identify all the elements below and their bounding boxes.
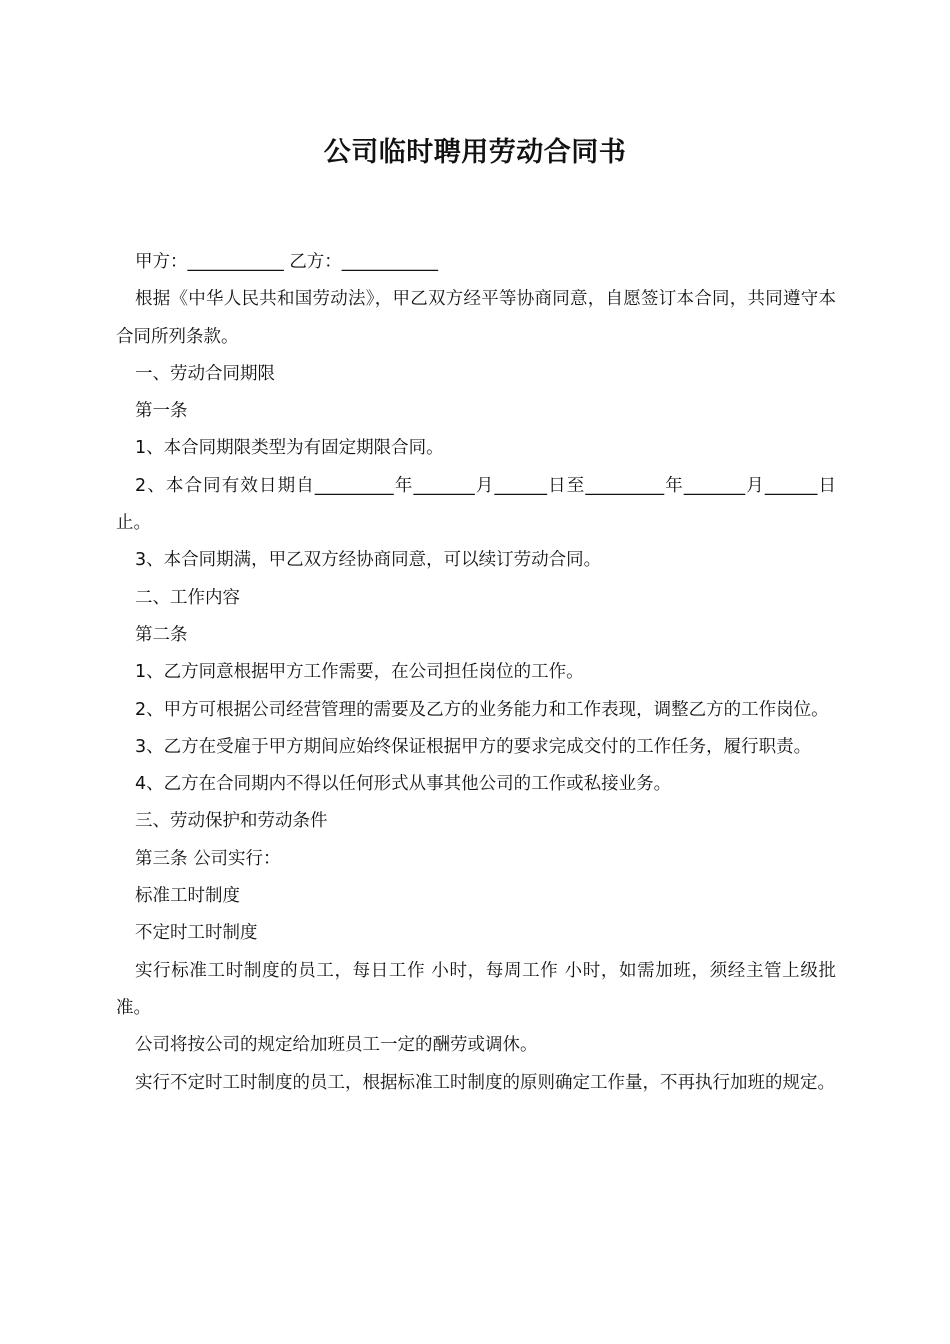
flexible-hours-option: 不定时工时制度 — [135, 923, 258, 944]
article-3-heading: 第三条 公司实行： — [135, 848, 281, 869]
article-2-clause-1: 1、乙方同意根据甲方工作需要，在公司担任岗位的工作。 — [135, 662, 584, 683]
article-2-heading: 第二条 — [135, 624, 188, 645]
document-body — [116, 244, 836, 1102]
document-title: 公司临时聘用劳动合同书 — [323, 137, 627, 168]
overtime-paragraph: 公司将按公司的规定给加班员工一定的酬劳或调休。 — [135, 1035, 538, 1056]
article-2-clause-2: 2、甲方可根据公司经营管理的需要及乙方的业务能力和工作表现，调整乙方的工作岗位。 — [135, 699, 829, 720]
article-2-clause-4: 4、乙方在合同期内不得以任何形式从事其他公司的工作或私接业务。 — [135, 774, 672, 795]
article-1-clause-3: 3、本合同期满，甲乙双方经协商同意，可以续订劳动合同。 — [135, 550, 602, 571]
article-1-heading: 第一条 — [135, 401, 188, 422]
flexible-hours-paragraph: 实行不定时工时制度的员工，根据标准工时制度的原则确定工作量，不再执行加班的规定。 — [135, 1072, 835, 1093]
section-heading-protection: 三、劳动保护和劳动条件 — [135, 811, 328, 832]
standard-hours-option: 标准工时制度 — [135, 886, 240, 907]
standard-hours-paragraph: 实行标准工时制度的员工，每日工作 小时，每周工作 小时，如需加班，须经主管上级批准。 — [116, 960, 836, 1018]
section-heading-work: 二、工作内容 — [135, 587, 240, 608]
party-line: 甲方：___________ 乙方：___________ — [135, 252, 439, 272]
section-heading-term: 一、劳动合同期限 — [135, 363, 275, 384]
article-1-clause-1: 1、本合同期限类型为有固定期限合同。 — [135, 438, 444, 459]
preamble-paragraph: 根据《中华人民共和国劳动法》，甲乙双方经平等协商同意，自愿签订本合同，共同遵守本合同所列条款。 — [116, 289, 836, 347]
article-1-clause-2: 2、本合同有效日期自_________年_______月______日至_________年_______月______日止。 — [116, 475, 836, 534]
article-2-clause-3: 3、乙方在受雇于甲方期间应始终保证根据甲方的要求完成交付的工作任务，履行职责。 — [135, 736, 812, 757]
